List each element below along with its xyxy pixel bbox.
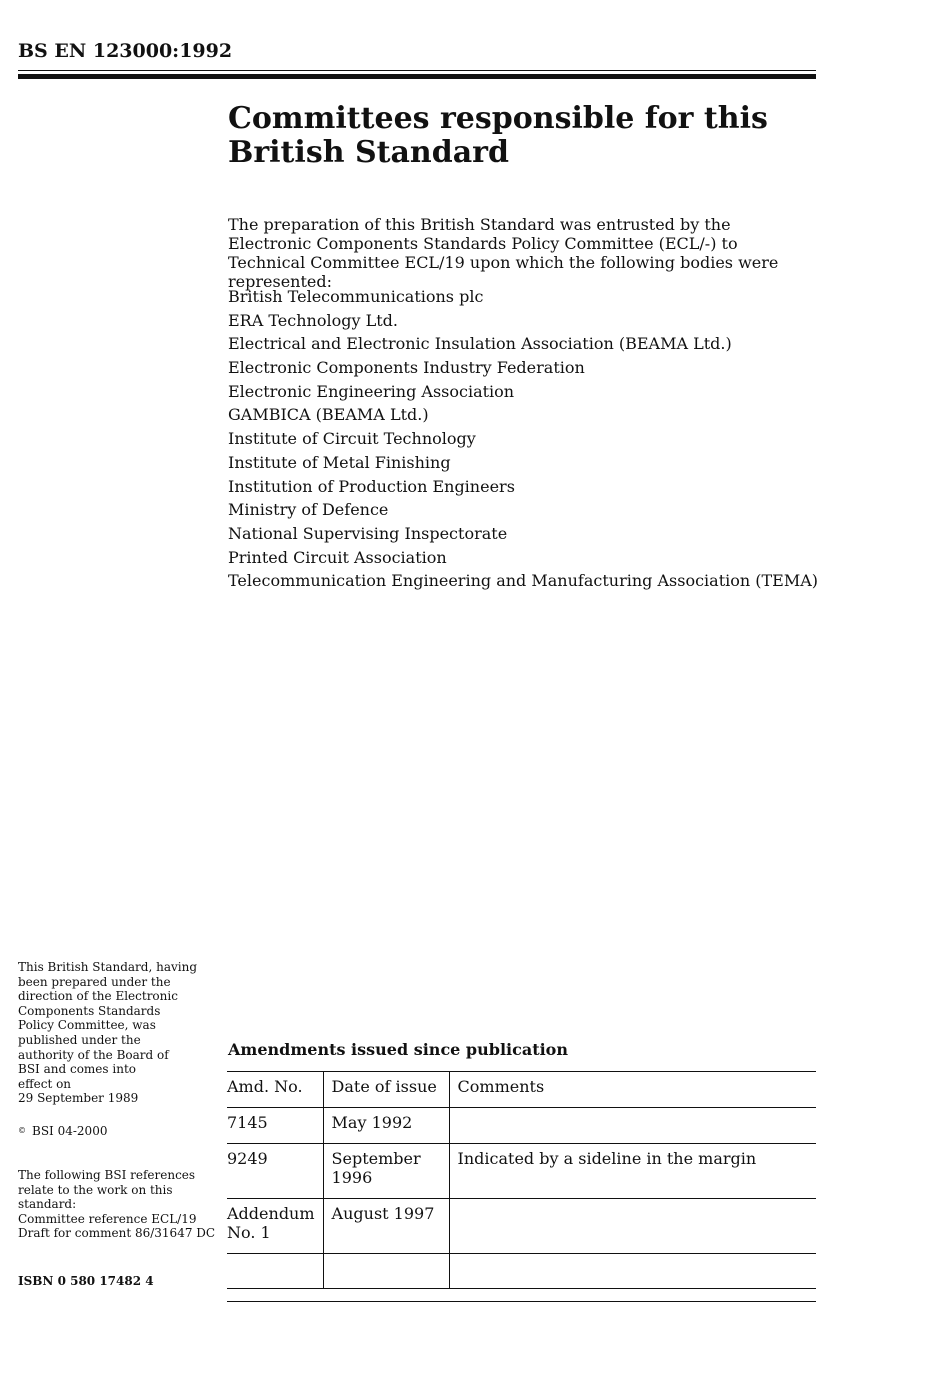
bsi-reference-line: Draft for comment 86/31647 DC [18,1226,216,1241]
publication-note-line: 29 September 1989 [18,1091,139,1106]
body-item: Ministry of Defence [228,500,389,520]
column-header-amd-no: Amd. No. [227,1072,323,1108]
cell-line: August 1997 [331,1204,435,1223]
page-title: Committees responsible for this British Standard [228,101,768,170]
publication-note [18,960,218,1106]
amendments-heading: Amendments issued since publication [228,1040,568,1059]
body-item: Printed Circuit Association [228,547,447,567]
represented-bodies-list [228,287,818,595]
body-item: National Supervising Inspectorate [228,523,508,543]
cell-line: September [331,1149,421,1168]
body-item: Telecommunication Engineering and Manufacturing Association (TEMA) [228,571,819,591]
comments-cell [449,1108,816,1144]
amd-no-cell [227,1199,323,1254]
bsi-reference-line: relate to the work on this [18,1182,173,1197]
date-cell [323,1108,449,1144]
header-rule-thin [18,70,816,71]
cell-line: 7145 [227,1113,268,1132]
amd-no-cell [227,1144,323,1199]
body-item: Electronic Components Industry Federation [228,358,585,378]
date-cell [323,1199,449,1254]
cell-line: Addendum [227,1204,315,1223]
publication-note-line: This British Standard, having [18,960,198,974]
table-row [227,1108,816,1144]
publication-note-line: Policy Committee, was [18,1018,156,1033]
intro-paragraph: The preparation of this British Standard was entrusted by the Electronic Components Standards Policy Committee (ECL/-) to Technical Committee ECL/19 upon which the following bodies were represented: [228,215,779,291]
cell-line: 9249 [227,1149,268,1168]
date-cell [323,1254,449,1289]
column-header-comments: Comments [449,1072,816,1108]
cell-line: No. 1 [227,1223,271,1242]
table-row [227,1144,816,1199]
header-rule-thick [18,74,816,79]
publication-note-line: Components Standards [18,1003,161,1018]
copyright-symbol: © [18,1126,26,1135]
body-item: Electronic Engineering Association [228,381,515,401]
cell-line: 1996 [331,1168,373,1187]
body-item: Electrical and Electronic Insulation Association (BEAMA Ltd.) [228,334,732,354]
comments-cell [449,1199,816,1254]
table-row [227,1199,816,1254]
copyright-notice [18,1124,218,1139]
publication-note-line: BSI and comes into [18,1062,136,1077]
amd-no-cell [227,1108,323,1144]
comments-cell: Indicated by a sideline in the margin [449,1144,816,1199]
table-header-row [227,1072,816,1108]
publication-note-line: been prepared under the [18,974,171,989]
amendments-table [227,1071,816,1289]
table-row [227,1254,816,1289]
date-cell [323,1144,449,1199]
bsi-references [18,1168,218,1241]
bottom-rule [227,1301,816,1302]
bsi-reference-line: Committee reference ECL/19 [18,1211,197,1226]
amd-no-cell [227,1254,323,1289]
isbn: ISBN 0 580 17482 4 [18,1274,154,1288]
body-item: ERA Technology Ltd. [228,310,398,330]
body-item: Institute of Circuit Technology [228,429,476,449]
cell-line: May 1992 [331,1113,413,1132]
publication-note-line: published under the [18,1032,141,1047]
copyright-text: BSI 04-2000 [32,1124,108,1138]
comments-cell [449,1254,816,1289]
publication-note-line: authority of the Board of [18,1047,169,1062]
body-item: Institution of Production Engineers [228,476,515,496]
publication-note-line: direction of the Electronic [18,989,178,1004]
publication-note-line: effect on [18,1076,72,1091]
document-id: BS EN 123000:1992 [18,40,233,62]
bsi-reference-line: standard: [18,1197,77,1212]
body-item: British Telecommunications plc [228,287,484,306]
bsi-reference-line: The following BSI references [18,1168,196,1182]
body-item: Institute of Metal Finishing [228,452,451,472]
body-item: GAMBICA (BEAMA Ltd.) [228,405,429,425]
column-header-date-of-issue: Date of issue [323,1072,449,1108]
